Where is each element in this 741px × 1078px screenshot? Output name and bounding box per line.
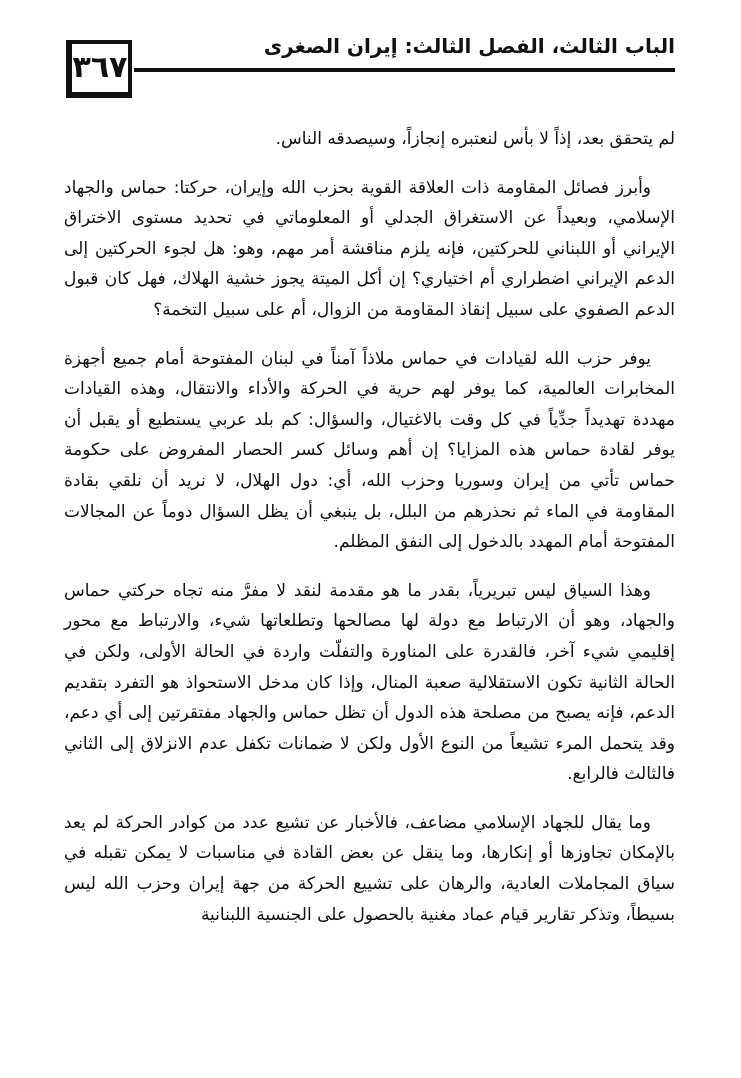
- paragraph: وهذا السياق ليس تبريرياً، بقدر ما هو مقدمة لنقد لا مفرَّ منه تجاه حركتي حماس والجهاد، وهو أن الارتباط مع دولة لها مصالحها وتطلعاتها شيء، والارتباط مع محور إقليمي شيء آخر، فالقدرة على المناورة والتفلّت واردة في الحالة الأولى، ولكن في الحالة الثانية تكون الاستقلالية صعبة المنال، وإذا كان مدخل الاستحواذ هو التفرد بتقديم الدعم، فإنه يصبح من مصلحة هذه الدول أن تظل حماس والجهاد مفتقرتين إلى أي دعم، وقد يتحمل المرء تشيعاً من النوع الأول ولكن لا ضمانات تكفل عدم الانزلاق إلى الثاني فالثالث فالرابع.: [64, 580, 675, 785]
- body-text: [64, 124, 675, 948]
- paragraph: يوفر حزب الله لقيادات في حماس ملاذاً آمناً في لبنان المفتوحة أمام جميع أجهزة المخابرات العالمية، كما يوفر لهم حرية في الحركة والأداء والانتقال، وهذه القيادات مهددة تهديداً جدِّياً في كل وقت بالاغتيال، والسؤال: كم بلد عربي يستطيع أو يقبل أن يوفر لقادة حماس هذه المزايا؟ إن أهم وسائل كسر الحصار المفروض على حكومة حماس تأتي من إيران وسوريا وحزب الله، أي: دول الهلال، لا نريد أن نلقي بقادة المقاومة في الماء ثم نحذرهم من البلل، بل ينبغي أن يظل السؤال دوماً عن المجالات المفتوحة أمام المهدد بالدخول إلى النفق المظلم.: [64, 348, 675, 553]
- paragraph: لم يتحقق بعد، إذاً لا بأس لنعتبره إنجازاً، وسيصدقه الناس.: [275, 129, 675, 149]
- header-rule: [134, 68, 675, 72]
- paragraph: وأبرز فصائل المقاومة ذات العلاقة القوية بحزب الله وإيران، حركتا: حماس والجهاد الإسلامي، وبعيداً عن الاستغراق الجدلي أو المعلوماتي في تحديد مستوى الاختراق الإيراني أو اللبناني للحركتين، فإنه يلزم مناقشة أمر مهم، وهو: هل لجوء الحركتين إلى الدعم الإيراني اضطراري أم اختياري؟ إن أكل الميتة يجوز خشية الهلاك، فهل كان قبول الدعم الصفوي على سبيل إنقاذ المقاومة من الزوال، أم على سبيل التخمة؟: [64, 177, 675, 320]
- page-header: [60, 30, 675, 110]
- running-title: الباب الثالث، الفصل الثالث: إيران الصغرى: [263, 34, 675, 58]
- page-number-box: [66, 40, 132, 98]
- page-number: ٣٦٧: [72, 50, 128, 85]
- paragraph: وما يقال للجهاد الإسلامي مضاعف، فالأخبار عن تشيع عدد من كوادر الحركة لم يعد بالإمكان تجاوزها أو إنكارها، وما ينقل عن بعض القادة في مناسبات لا يمكن تقبله في سياق المجاملات العادية، والرهان على تشييع الحركة من جهة إيران وحزب الله ليس بسيطاً، وتذكر تقارير قيام عماد مغنية بالحصول على الجنسية اللبنانية: [64, 812, 675, 925]
